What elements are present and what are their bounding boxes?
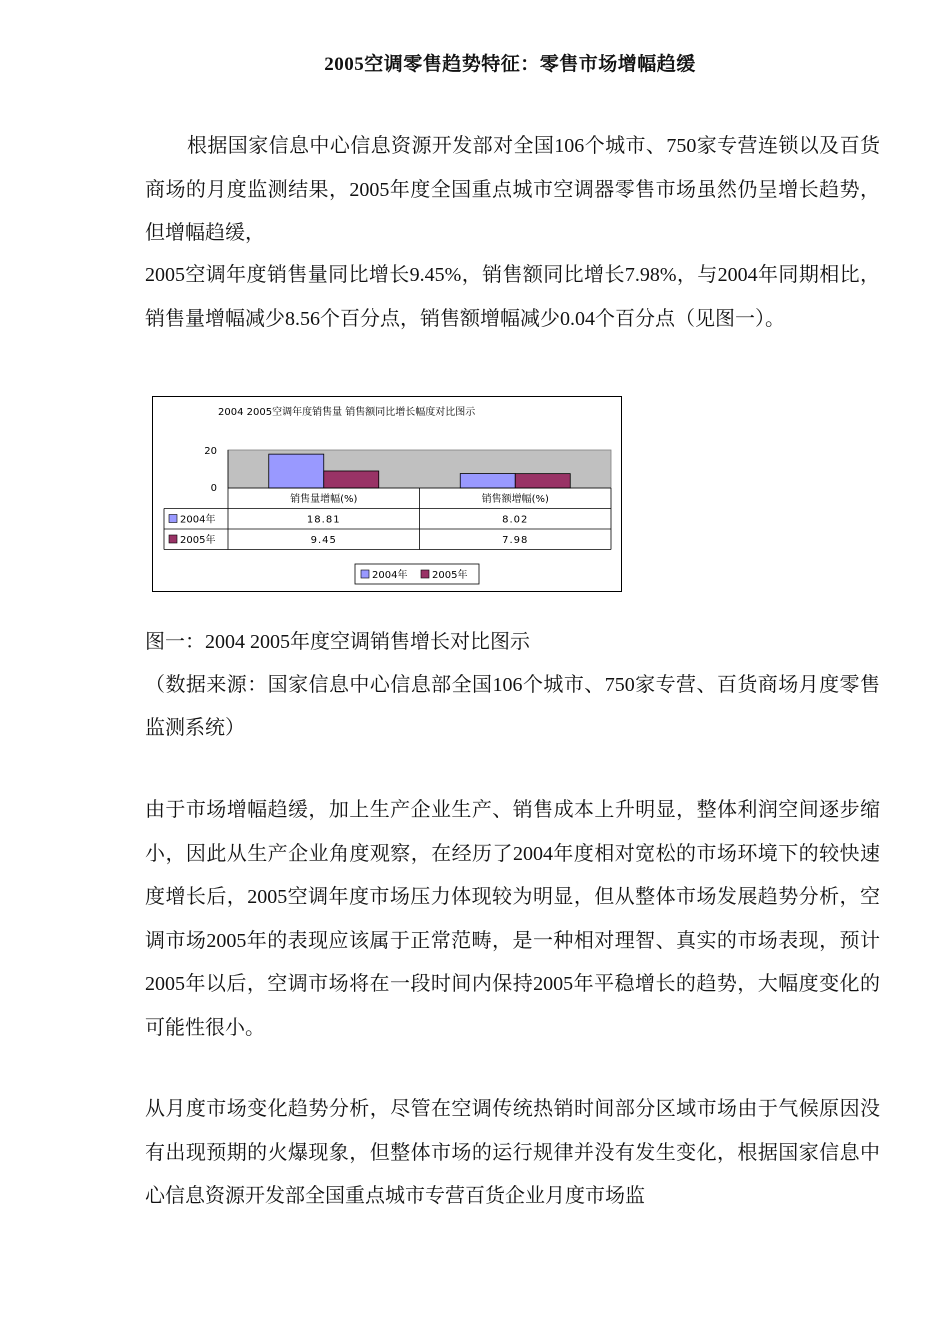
chart-title: 2004 2005空调年度销售量 销售额同比增长幅度对比图示 — [218, 407, 476, 418]
bar-2004 — [460, 474, 515, 488]
legend-swatch — [361, 570, 369, 578]
document-title: 2005空调零售趋势特征：零售市场增幅趋缓 — [324, 54, 696, 75]
figure-caption: 图一：2004 2005年度空调销售增长对比图示 — [145, 631, 530, 653]
chart-legend — [355, 564, 479, 584]
category-label: 销售额增幅(%) — [481, 494, 549, 505]
sales-growth-chart — [152, 396, 622, 592]
paragraph-market-analysis: 由于市场增幅趋缓，加上生产企业生产、销售成本上升明显，整体利润空间逐步缩小，因此从生产企业角度观察，在经历了2004年度相对宽松的市场环境下的较快速度增长后，2005空调年度市场压力体现较为明显，但从整体市场发展趋势分析，空调市场2005年的表现应该属于正常范畴，是一种相对理智、真实的市场表现，预计2005年以后，空调市场将在一段时间内保持2005年平稳增长的趋势，大幅度变化的可能性很小。 — [145, 799, 880, 1039]
data-value-label: 18.81 — [306, 514, 341, 526]
data-value-label: 7.98 — [502, 535, 529, 546]
chart-frame — [153, 397, 622, 592]
series-key-swatch — [169, 535, 177, 543]
paragraph-growth-stats: 2005空调年度销售量同比增长9.45%，销售额同比增长7.98%，与2004年同期相比，销售量增幅减少8.56个百分点，销售额增幅减少0.04个百分点（见图一）。 — [145, 264, 880, 330]
bar-2004 — [269, 454, 324, 488]
data-value-label: 9.45 — [310, 535, 337, 546]
y-tick-label: 20 — [204, 446, 217, 457]
legend-label: 2004年 — [372, 570, 408, 581]
series-row-label: 2005年 — [180, 535, 216, 546]
legend-swatch — [421, 570, 429, 578]
series-key-swatch — [169, 515, 177, 523]
y-tick-label: 0 — [210, 483, 217, 494]
data-source-note: （数据来源：国家信息中心信息部全国106个城市、750家专营、百货商场月度零售监测系统） — [145, 674, 880, 739]
category-label: 销售量增幅(%) — [290, 494, 358, 505]
bar-2005 — [515, 474, 570, 488]
series-row-label: 2004年 — [180, 514, 216, 526]
paragraph-monthly-trend: 从月度市场变化趋势分析，尽管在空调传统热销时间部分区域市场由于气候原因没有出现预期的火爆现象，但整体市场的运行规律并没有发生变化，根据国家信息中心信息资源开发部全国重点城市专营百货企业月度市场监 — [145, 1098, 880, 1207]
data-value-label: 8.02 — [502, 514, 529, 526]
paragraph-intro: 根据国家信息中心信息资源开发部对全国106个城市、750家专营连锁以及百货商场的月度监测结果，2005年度全国重点城市空调器零售市场虽然仍呈增长趋势，但增幅趋缓， — [145, 135, 880, 244]
legend-label: 2005年 — [432, 570, 468, 581]
bar-2005 — [324, 471, 379, 488]
